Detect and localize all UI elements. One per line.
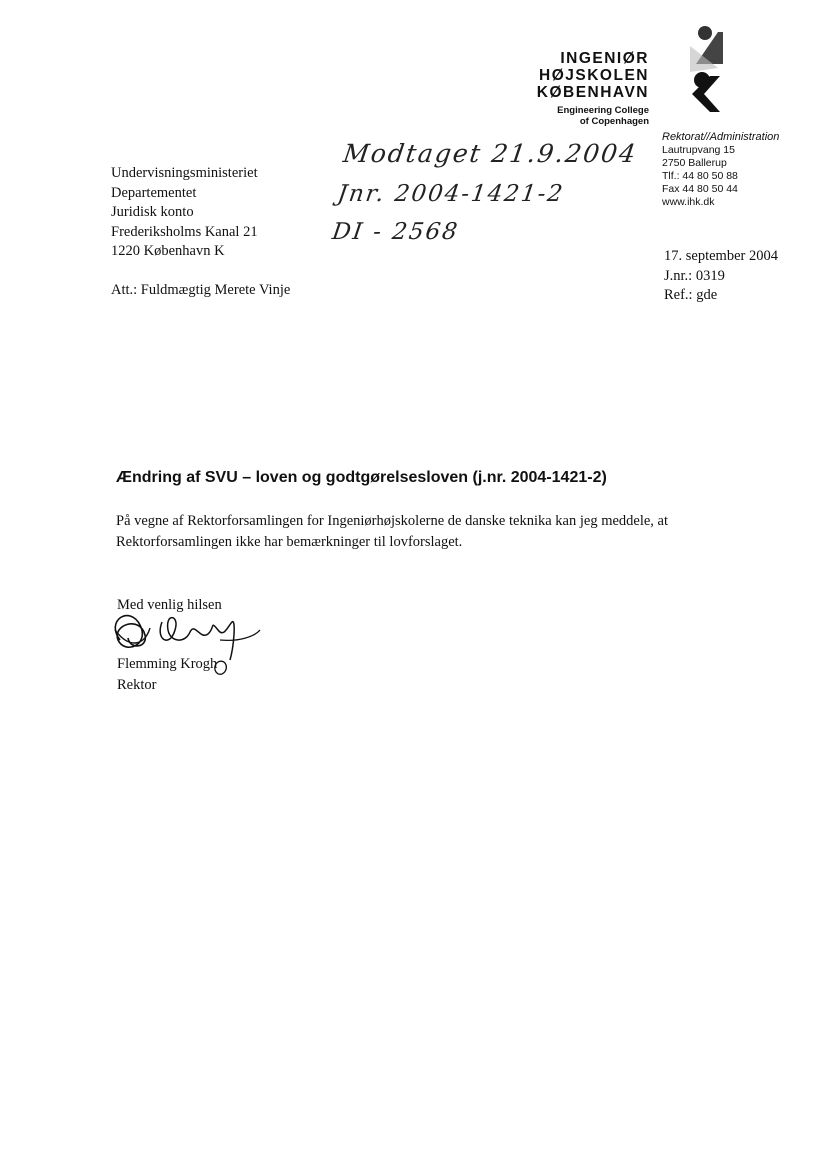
signatory-name: Flemming Krogh bbox=[117, 656, 218, 672]
recipient-address bbox=[111, 164, 258, 262]
reference-initials: Ref.: gde bbox=[664, 287, 718, 303]
handwritten-note-line-1: Modtaget 21.9.2004 bbox=[341, 139, 640, 168]
recipient-line: Juridisk konto bbox=[111, 204, 194, 220]
recipient-line: Frederiksholms Kanal 21 bbox=[111, 223, 258, 240]
closing-greeting: Med venlig hilsen bbox=[117, 597, 222, 613]
letterhead-name-line-2: HØJSKOLEN bbox=[539, 67, 649, 84]
contact-line: Lautrupvang 15 bbox=[662, 144, 735, 156]
letter-body bbox=[116, 511, 668, 553]
contact-line: Tlf.: 44 80 50 88 bbox=[662, 170, 738, 182]
letter-date: 17. september 2004 bbox=[664, 248, 778, 264]
contact-line: Fax 44 80 50 44 bbox=[662, 183, 738, 195]
recipient-line: Undervisningsministeriet bbox=[111, 165, 258, 181]
handwritten-note bbox=[330, 134, 640, 250]
contact-unit: Rektorat//Administration bbox=[662, 131, 780, 143]
handwritten-note-line-3: DI - 2568 bbox=[330, 219, 461, 245]
journal-number: J.nr.: 0319 bbox=[664, 267, 725, 284]
contact-block bbox=[662, 131, 779, 209]
reference-block bbox=[664, 247, 778, 306]
letterhead-name bbox=[537, 50, 649, 127]
signatory-title: Rektor bbox=[117, 677, 157, 693]
letterhead-english-line-2: of Copenhagen bbox=[579, 116, 649, 127]
recipient-line: 1220 København K bbox=[111, 243, 225, 259]
handwritten-note-line-2: Jnr. 2004-1421-2 bbox=[335, 181, 566, 207]
recipient-att: Att.: Fuldmægtig Merete Vinje bbox=[111, 282, 291, 298]
letterhead-name-line-1: INGENIØR bbox=[560, 50, 649, 67]
recipient-line: Departementet bbox=[111, 184, 197, 201]
letter-subject: Ændring af SVU – loven og godtgørelsesloven (j.nr. 2004-1421-2) bbox=[116, 469, 607, 486]
contact-line: www.ihk.dk bbox=[662, 196, 715, 208]
college-logo-icon bbox=[660, 24, 730, 114]
body-line-1: På vegne af Rektorforsamlingen for Ingeniørhøjskolerne de danske teknika kan jeg meddele, at bbox=[116, 513, 669, 529]
letterhead-english-line-1: Engineering College bbox=[557, 105, 649, 116]
letterhead-name-line-3: KØBENHAVN bbox=[536, 84, 649, 101]
body-line-2: Rektorforsamlingen ikke har bemærkninger til lovforslaget. bbox=[116, 534, 463, 550]
contact-line: 2750 Ballerup bbox=[662, 157, 727, 169]
